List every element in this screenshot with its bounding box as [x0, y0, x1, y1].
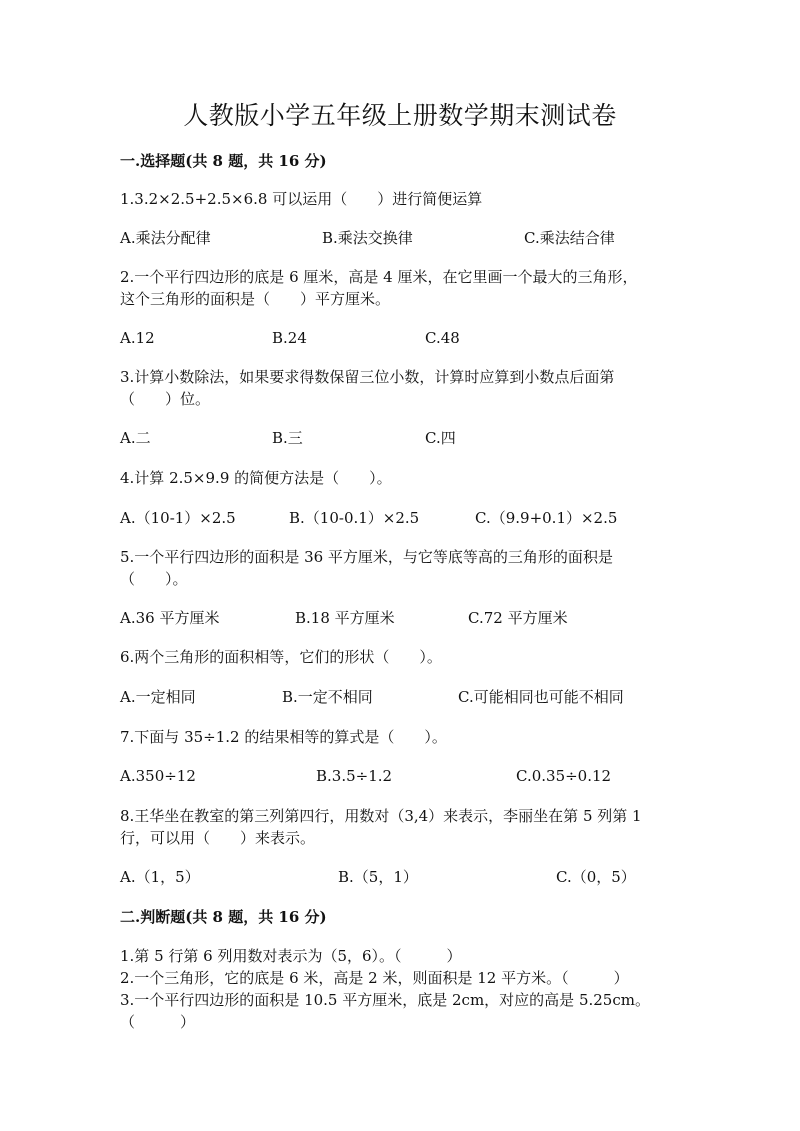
question-8-line-2: 行，可以用（ ）来表示。 [120, 829, 316, 847]
question-6-option-b: B.一定不相同 [282, 688, 373, 706]
question-1-line-1: 1.3.2×2.5+2.5×6.8 可以运用（ ）进行简便运算 [120, 190, 483, 208]
question-7-option-a: A.350÷12 [120, 767, 196, 785]
page-title: 人教版小学五年级上册数学期末测试卷 [183, 101, 617, 130]
question-5-option-a: A.36 平方厘米 [120, 609, 220, 627]
question-1-option-b: B.乘法交换律 [322, 229, 413, 247]
question-8-option-a: A.（1，5） [120, 868, 200, 886]
question-4-option-a: A.（10-1）×2.5 [120, 509, 236, 527]
question-5-option-c: C.72 平方厘米 [468, 609, 568, 627]
question-3-line-1: 3.计算小数除法，如果要求得数保留三位小数，计算时应算到小数点后面第 [120, 368, 615, 386]
question-1-option-c: C.乘法结合律 [524, 229, 615, 247]
question-7-option-b: B.3.5÷1.2 [316, 767, 393, 785]
question-7-option-c: C.0.35÷0.12 [516, 767, 612, 785]
question-6-line-1: 6.两个三角形的面积相等，它们的形状（ ）。 [120, 648, 442, 666]
question-5-line-1: 5.一个平行四边形的面积是 36 平方厘米，与它等底等高的三角形的面积是 [120, 548, 613, 566]
question-7-line-1: 7.下面与 35÷1.2 的结果相等的算式是（ ）。 [120, 728, 447, 746]
judgement-line-2: 2.一个三角形，它的底是 6 米，高是 2 米，则面积是 12 平方米。（ ） [120, 969, 629, 987]
question-5-option-b: B.18 平方厘米 [295, 609, 395, 627]
judgement-line-4: （ ） [120, 1013, 196, 1031]
question-2-line-2: 这个三角形的面积是（ ）平方厘米。 [120, 290, 391, 308]
question-8-line-1: 8.王华坐在教室的第三列第四行，用数对（3,4）来表示，李丽坐在第 5 列第 1 [120, 807, 642, 825]
question-2-option-c: C.48 [425, 329, 460, 347]
question-6-option-a: A.一定相同 [120, 688, 196, 706]
question-5-line-2: （ ）。 [120, 570, 188, 588]
question-8-option-c: C.（0，5） [556, 868, 636, 886]
question-8-option-b: B.（5，1） [338, 868, 418, 886]
question-1-option-a: A.乘法分配律 [120, 229, 211, 247]
section-heading-judgement: 二.判断题(共 8 题，共 16 分) [120, 908, 327, 926]
question-2-option-b: B.24 [272, 329, 307, 347]
question-3-option-b: B.三 [272, 429, 303, 447]
question-2-option-a: A.12 [120, 329, 155, 347]
question-4-option-b: B.（10-0.1）×2.5 [289, 509, 420, 527]
question-3-line-2: （ ）位。 [120, 390, 211, 408]
judgement-line-1: 1.第 5 行第 6 列用数对表示为（5，6）。（ ） [120, 947, 462, 965]
question-6-option-c: C.可能相同也可能不相同 [458, 688, 624, 706]
section-heading-choice: 一.选择题(共 8 题，共 16 分) [120, 152, 327, 170]
question-4-option-c: C.（9.9+0.1）×2.5 [475, 509, 618, 527]
question-4-line-1: 4.计算 2.5×9.9 的简便方法是（ ）。 [120, 469, 392, 487]
question-3-option-c: C.四 [425, 429, 456, 447]
question-2-line-1: 2.一个平行四边形的底是 6 厘米，高是 4 厘米，在它里画一个最大的三角形， [120, 268, 638, 286]
question-3-option-a: A.二 [120, 429, 151, 447]
judgement-line-3: 3.一个平行四边形的面积是 10.5 平方厘米，底是 2cm，对应的高是 5.25cm。 [120, 991, 650, 1009]
